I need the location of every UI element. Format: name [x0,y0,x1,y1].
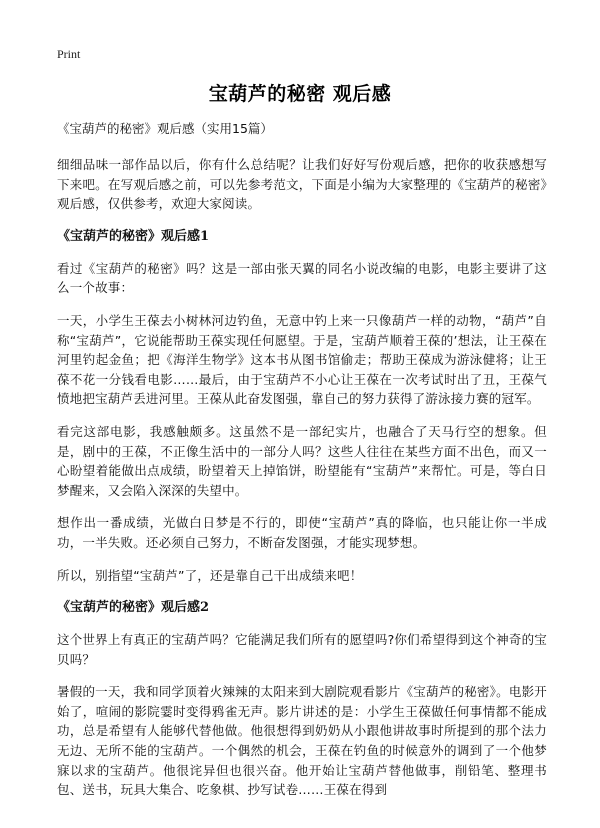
page-title: 宝葫芦的秘密 观后感 [208,83,392,105]
paragraph: 暑假的一天，我和同学顶着火辣辣的太阳来到大剧院观看影片《宝葫芦的秘密》。电影开始了，喧闹的影院霎时变得鸦雀无声。影片讲述的是：小学生王葆做任何事情都不能成功，总是希望有人能够代替他做。他很想得到奶奶从小跟他讲故事时所提到的那个法力无边、无所不能的宝葫芦。一个偶然的机会，王葆在钓鱼的时候意外的调到了一个他梦寐以求的宝葫芦。他很诧异但也很兴奋。他开始让宝葫芦替他做事，削铅笔、整理书包、送书，玩具大集合、吃象棋、抄写试卷……王葆在得到 [57,684,547,798]
article-subtitle: 《宝葫芦的秘密》观后感（实用15篇） [57,121,273,136]
paragraph: 看完这部电影，我感触颇多。这虽然不是一部纪实片，也融合了天马行空的想象。但是，剧中的王葆，不正像生活中的一部分人吗？这些人往往在某些方面不出色，而又一心盼望着能做出点成绩，盼望着天上掉馅饼，盼望能有“宝葫芦”来帮忙。可是，等白日梦醒来，又会陷入深深的失望中。 [57,423,547,498]
paragraph: 一天，小学生王葆去小树林河边钓鱼，无意中钓上来一只像葫芦一样的动物，“葫芦”自称“宝葫芦”，它说能帮助王葆实现任何愿望。于是，宝葫芦顺着王葆的’想法，让王葆在河里钓起金鱼；把《海洋生物学》这本书从图书馆偷走；帮助王葆成为游泳健将；让王葆不花一分钱看电影……最后，由于宝葫芦不小心让王葆在一次考试时出了丑，王葆气愤地把宝葫芦丢进河里。王葆从此奋发图强，靠自己的努力获得了游泳接力赛的冠军。 [57,312,547,407]
paragraph: 这个世界上有真正的宝葫芦吗？它能满足我们所有的愿望吗?你们希望得到这个神奇的宝贝吗？ [57,632,547,667]
section-heading: 《宝葫芦的秘密》观后感1 [57,228,210,244]
paragraph: 想作出一番成绩，光做白日梦是不行的，即使“宝葫芦”真的降临，也只能让你一半成功，一半失败。还必须自己努力，不断奋发图强，才能实现梦想。 [57,515,547,550]
intro-paragraph: 细细品味一部作品以后，你有什么总结呢？让我们好好写份观后感，把你的收获感想写下来吧。在写观后感之前，可以先参考范文，下面是小编为大家整理的《宝葫芦的秘密》观后感，仅供参考，欢迎大家阅读。 [57,157,547,212]
paragraph: 看过《宝葫芦的秘密》吗？这是一部由张天翼的同名小说改编的电影，电影主要讲了这么一个故事： [57,260,547,296]
article-body [57,119,547,813]
paragraph: 所以，别指望“宝葫芦”了，还是靠自己干出成绩来吧！ [57,567,363,583]
section-heading: 《宝葫芦的秘密》观后感2 [57,600,210,616]
print-link[interactable]: Print [57,47,81,61]
